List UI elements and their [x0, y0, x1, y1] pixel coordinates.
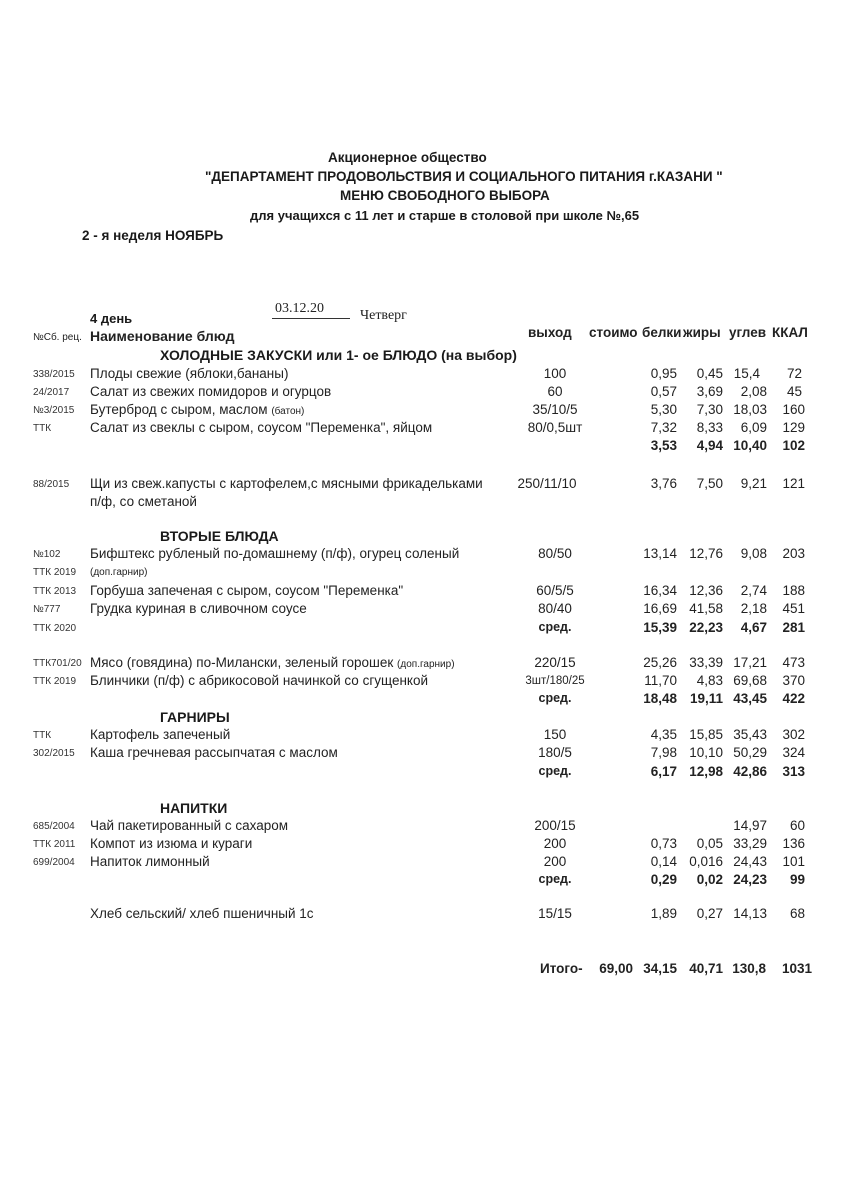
carbs: 9,08: [740, 546, 767, 561]
carbs: 43,45: [733, 691, 767, 706]
carbs: 24,43: [733, 854, 767, 869]
dish-name-note: (доп.гарнир): [397, 659, 455, 670]
dish-name: Щи из свеж.капусты с картофелем,с мясными фрикадельками: [90, 476, 483, 491]
fat: 4,94: [696, 438, 723, 453]
table-row: [0, 384, 848, 402]
dish-name-note: (батон): [271, 406, 305, 417]
kcal: 188: [782, 583, 805, 598]
carbs: 9,21: [740, 476, 767, 491]
average-row: [0, 620, 848, 638]
protein: 0,14: [650, 854, 677, 869]
carbs: 15,4: [733, 366, 760, 381]
carbs: 33,29: [733, 836, 767, 851]
table-row: [0, 476, 848, 494]
average-row: [0, 764, 848, 782]
average-label: сред.: [538, 620, 572, 634]
date-value: 03.12.20: [275, 301, 324, 316]
recipe-code: ТТК 2020: [33, 623, 77, 634]
output: 250/11/10: [517, 476, 577, 491]
table-row: [0, 818, 848, 836]
dish-name: Салат из свеклы с сыром, соусом "Переменка", яйцом: [90, 420, 433, 435]
dish-name-text: Мясо (говядина) по-Милански, зеленый горошек: [90, 655, 394, 670]
output: 80/50: [538, 546, 572, 561]
protein: 0,29: [650, 872, 677, 887]
carbs: 10,40: [733, 438, 767, 453]
carbs: 4,67: [740, 620, 767, 635]
table-row: [0, 836, 848, 854]
dish-name: Каша гречневая рассыпчатая с маслом: [90, 745, 338, 760]
total-row: [0, 961, 848, 979]
output: 80/40: [538, 601, 572, 616]
recipe-code: ТТК: [33, 423, 52, 434]
protein: 3,53: [650, 438, 677, 453]
kcal: 136: [782, 836, 805, 851]
audience-line: для учащихся с 11 лет и старше в столовой при школе №,65: [250, 208, 640, 223]
col-carbs: углев: [729, 325, 766, 340]
carbs: 2,18: [740, 601, 767, 616]
protein: 13,14: [643, 546, 677, 561]
carbs: 69,68: [733, 673, 767, 688]
table-row: [0, 745, 848, 763]
org-name: "ДЕПАРТАМЕНТ ПРОДОВОЛЬСТВИЯ И СОЦИАЛЬНОГО ПИТАНИЯ г.КАЗАНИ ": [205, 169, 723, 184]
recipe-code: №777: [33, 604, 61, 615]
kcal: 72: [786, 366, 802, 381]
kcal: 45: [786, 384, 802, 399]
dish-name: Чай пакетированный с сахаром: [90, 818, 289, 833]
recipe-code: ТТК701/20: [33, 658, 82, 669]
kcal: 422: [782, 691, 805, 706]
recipe-code: ТТК 2011: [33, 839, 76, 850]
col-name: Наименование блюд: [90, 328, 235, 344]
dish-name: [90, 655, 455, 670]
dish-name: Плоды свежие (яблоки,бананы): [90, 366, 289, 381]
org-type: Акционерное общество: [328, 150, 487, 165]
protein: 0,73: [650, 836, 677, 851]
fat: 7,30: [696, 402, 723, 417]
output: 15/15: [538, 906, 572, 921]
kcal: 203: [782, 546, 805, 561]
fat: 4,83: [696, 673, 723, 688]
recipe-code: 699/2004: [33, 857, 75, 868]
output: 150: [543, 727, 567, 742]
kcal: 129: [782, 420, 805, 435]
dish-name-text: Бутерброд с сыром, маслом: [90, 402, 268, 417]
kcal: 60: [789, 818, 805, 833]
average-label: сред.: [538, 691, 572, 705]
carbs: 2,74: [740, 583, 767, 598]
table-row: [0, 673, 848, 691]
week-label: 2 - я неделя НОЯБРЬ: [82, 228, 224, 243]
col-kcal: ККАЛ: [772, 325, 808, 340]
kcal: 101: [782, 854, 805, 869]
kcal: 121: [782, 476, 805, 491]
fat: 12,36: [689, 583, 723, 598]
output: 35/10/5: [532, 402, 578, 417]
protein: 3,76: [650, 476, 677, 491]
table-row: [0, 366, 848, 384]
output: 220/15: [534, 655, 576, 670]
output: 60: [547, 384, 563, 399]
fat: 12,98: [689, 764, 723, 779]
fat: 19,11: [689, 691, 723, 706]
kcal: 99: [789, 872, 805, 887]
recipe-code: ТТК 2013: [33, 586, 77, 597]
protein: 15,39: [643, 620, 677, 635]
table-row: [0, 906, 848, 924]
col-protein: белки: [642, 325, 682, 340]
recipe-code: 685/2004: [33, 821, 75, 832]
protein: 6,17: [650, 764, 677, 779]
col-fat: жиры: [683, 325, 721, 340]
protein: 0,95: [650, 366, 677, 381]
recipe-code: 302/2015: [33, 748, 75, 759]
average-label: сред.: [538, 764, 572, 778]
total-fat: 40,71: [689, 961, 723, 976]
table-row: [0, 727, 848, 745]
average-row: [0, 691, 848, 709]
protein: 7,98: [650, 745, 677, 760]
table-row-continuation: [0, 565, 848, 583]
table-row: [0, 546, 848, 564]
table-row: [0, 655, 848, 673]
date-underline: [272, 318, 350, 319]
protein: 7,32: [650, 420, 677, 435]
kcal: 451: [782, 601, 805, 616]
total-carbs: 130,8: [732, 961, 766, 976]
dish-name: п/ф, со сметаной: [90, 494, 197, 509]
fat: 41,58: [689, 601, 723, 616]
dish-name: Хлеб сельский/ хлеб пшеничный 1с: [90, 906, 314, 921]
protein: 11,70: [644, 673, 677, 688]
kcal: 160: [782, 402, 805, 417]
carbs: 17,21: [733, 655, 767, 670]
weekday-value: Четверг: [360, 308, 407, 323]
col-cost: стоимо: [589, 325, 638, 340]
fat: 8,33: [696, 420, 723, 435]
recipe-code: №3/2015: [33, 405, 75, 416]
recipe-code: ТТК: [33, 730, 52, 741]
fat: 15,85: [689, 727, 723, 742]
fat: 12,76: [689, 546, 723, 561]
section-garnish: ГАРНИРЫ: [160, 709, 230, 725]
subtotal-row: [0, 438, 848, 456]
fat: 0,016: [689, 854, 723, 869]
recipe-code: ТТК 2019: [33, 676, 77, 687]
total-protein: 34,15: [643, 961, 677, 976]
fat: 3,69: [696, 384, 723, 399]
carbs: 6,09: [740, 420, 767, 435]
kcal: 313: [782, 764, 805, 779]
carbs: 42,86: [733, 764, 767, 779]
protein: 0,57: [650, 384, 677, 399]
fat: 0,05: [696, 836, 723, 851]
section-second: ВТОРЫЕ БЛЮДА: [160, 528, 279, 544]
fat: 22,23: [689, 620, 723, 635]
kcal: 68: [789, 906, 805, 921]
dish-name: Горбуша запеченая с сыром, соусом "Переменка": [90, 583, 404, 598]
output: 200: [543, 854, 567, 869]
output: 180/5: [538, 745, 572, 760]
section-drinks: НАПИТКИ: [160, 800, 228, 816]
output: 200/15: [534, 818, 576, 833]
protein: 18,48: [643, 691, 677, 706]
day-label: 4 день: [90, 311, 133, 326]
recipe-code: 24/2017: [33, 387, 70, 398]
dish-name: Картофель запеченый: [90, 727, 231, 742]
output: 100: [543, 366, 567, 381]
protein: 16,69: [643, 601, 677, 616]
fat: 33,39: [689, 655, 723, 670]
table-row: [0, 402, 848, 420]
total-cost: 69,00: [599, 961, 633, 976]
average-row: [0, 872, 848, 890]
col-code: №Сб. рец.: [33, 332, 82, 343]
menu-title: МЕНЮ СВОБОДНОГО ВЫБОРА: [340, 188, 550, 203]
total-label: Итого-: [540, 961, 583, 976]
output: 80/0,5шт: [527, 420, 583, 435]
recipe-code: 338/2015: [33, 369, 75, 380]
dish-name: Напиток лимонный: [90, 854, 210, 869]
fat: 0,27: [696, 906, 723, 921]
protein: 16,34: [643, 583, 677, 598]
kcal: 324: [782, 745, 805, 760]
table-row: [0, 420, 848, 438]
table-row-continuation: [0, 494, 848, 512]
carbs: 18,03: [733, 402, 767, 417]
output: 3шт/180/25: [525, 675, 585, 687]
carbs: 14,13: [733, 906, 767, 921]
carbs: 2,08: [740, 384, 767, 399]
kcal: 302: [782, 727, 805, 742]
protein: 4,35: [650, 727, 677, 742]
section-cold: ХОЛОДНЫЕ ЗАКУСКИ или 1- ое БЛЮДО (на выбор): [160, 347, 517, 363]
kcal: 370: [782, 673, 805, 688]
col-output: выход: [528, 325, 572, 340]
dish-name: Компот из изюма и кураги: [90, 836, 253, 851]
recipe-code: ТТК 2019: [33, 567, 77, 578]
dish-name: Салат из свежих помидоров и огурцов: [90, 384, 332, 399]
recipe-code: №102: [33, 549, 61, 560]
fat: 10,10: [689, 745, 723, 760]
total-kcal: 1031: [781, 961, 812, 976]
dish-name: Грудка куриная в сливочном соусе: [90, 601, 307, 616]
dish-name-note: (доп.гарнир): [90, 567, 148, 578]
table-row: [0, 854, 848, 872]
carbs: 24,23: [733, 872, 767, 887]
carbs: 50,29: [733, 745, 767, 760]
dish-name: Бифштекс рубленый по-домашнему (п/ф), огурец соленый: [90, 546, 460, 561]
fat: 7,50: [696, 476, 723, 491]
recipe-code: 88/2015: [33, 479, 70, 490]
protein: 25,26: [643, 655, 677, 670]
dish-name: [90, 402, 304, 417]
table-row: [0, 583, 848, 601]
kcal: 473: [782, 655, 805, 670]
fat: 0,02: [696, 872, 723, 887]
kcal: 102: [782, 438, 805, 453]
dish-name: Блинчики (п/ф) с абрикосовой начинкой со сгущенкой: [90, 673, 429, 688]
protein: 5,30: [650, 402, 677, 417]
carbs: 35,43: [733, 727, 767, 742]
output: 60/5/5: [536, 583, 574, 598]
output: 200: [543, 836, 567, 851]
fat: 0,45: [696, 366, 723, 381]
protein: 1,89: [650, 906, 677, 921]
kcal: 281: [782, 620, 805, 635]
table-row: [0, 601, 848, 619]
average-label: сред.: [538, 872, 572, 886]
carbs: 14,97: [733, 818, 767, 833]
